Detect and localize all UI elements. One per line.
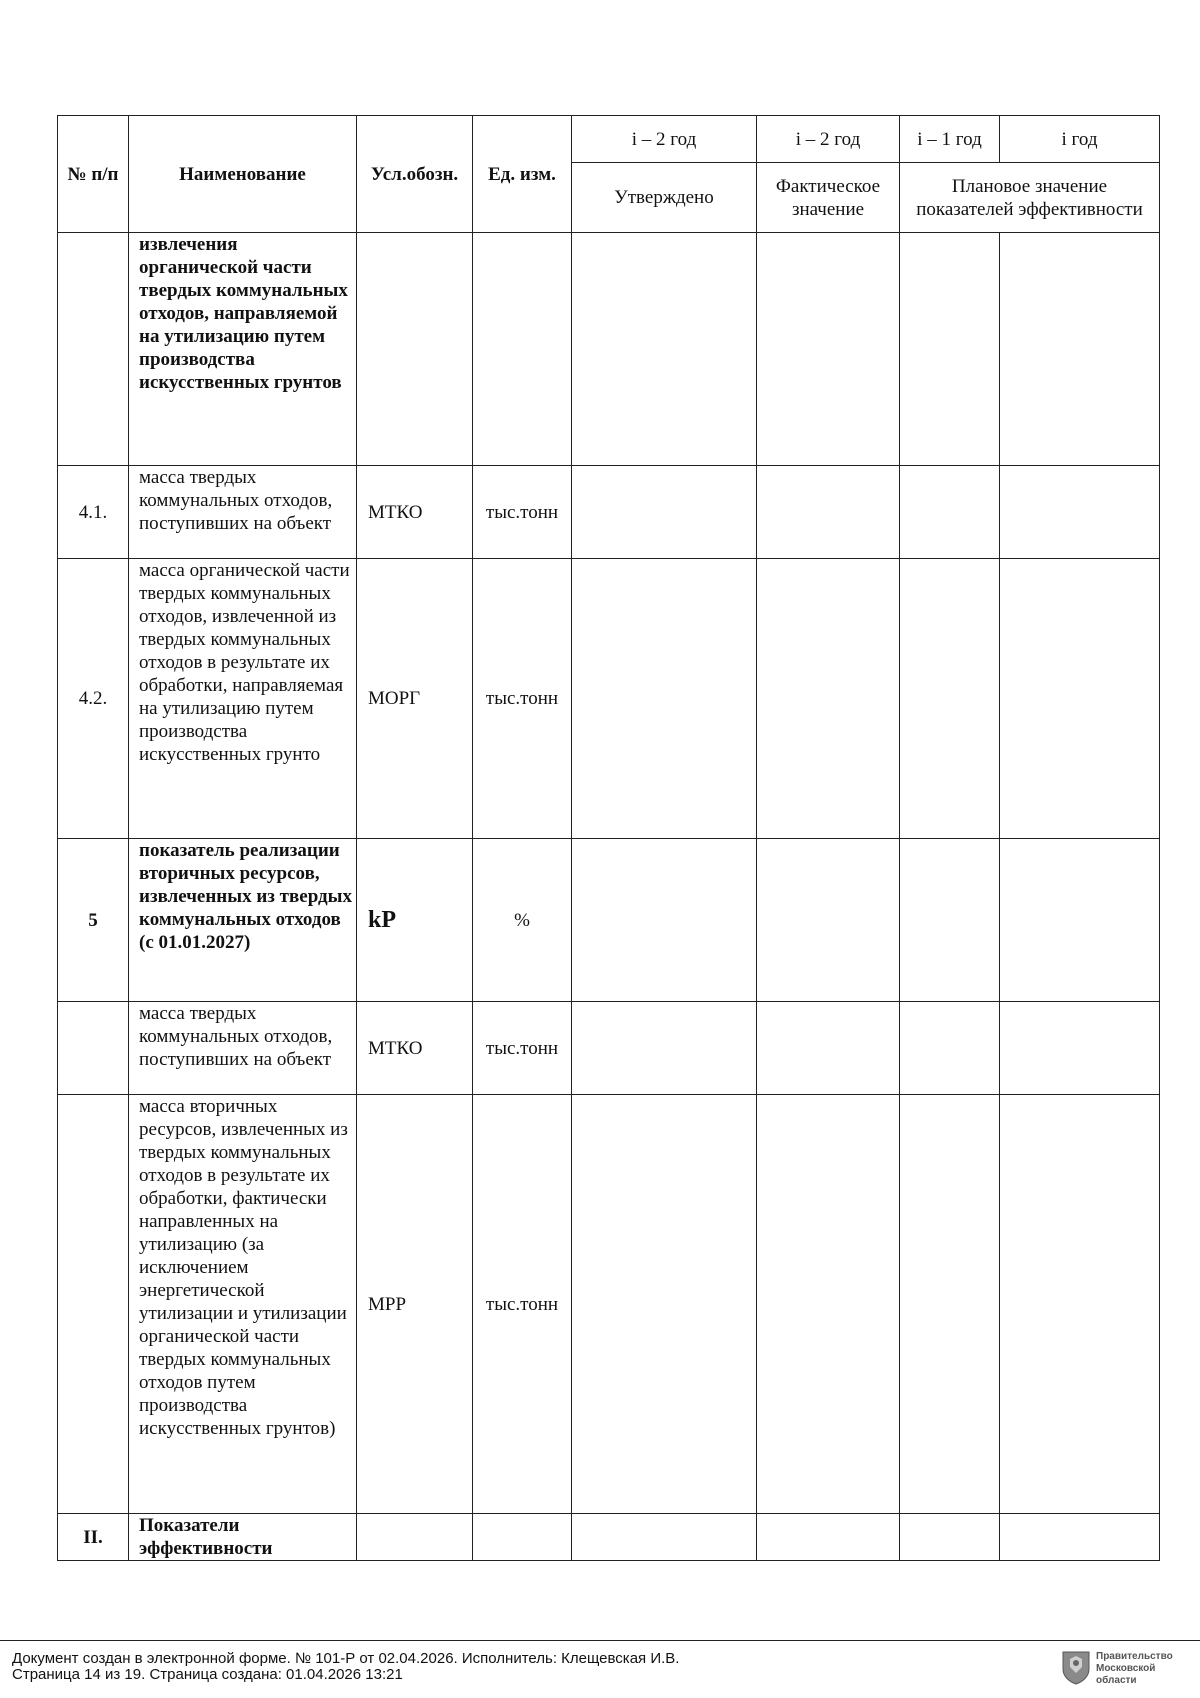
header-year-4: i год bbox=[1000, 116, 1160, 163]
row-actual-cell bbox=[757, 1002, 900, 1095]
row-unit: % bbox=[473, 839, 572, 1002]
header-year-2: i – 2 год bbox=[757, 116, 900, 163]
row-plan-2-cell bbox=[1000, 839, 1160, 1002]
row-unit bbox=[473, 1514, 572, 1561]
row-num bbox=[58, 233, 129, 466]
row-plan-1-cell bbox=[900, 233, 1000, 466]
row-plan-2-cell bbox=[1000, 1514, 1160, 1561]
row-plan-1-cell bbox=[900, 1514, 1000, 1561]
header-symbol: Усл.обозн. bbox=[357, 116, 473, 233]
row-actual-cell bbox=[757, 559, 900, 839]
row-approved-cell bbox=[572, 1514, 757, 1561]
row-approved-cell bbox=[572, 559, 757, 839]
row-plan-1-cell bbox=[900, 839, 1000, 1002]
table-row bbox=[58, 559, 1160, 839]
row-approved-cell bbox=[572, 839, 757, 1002]
row-symbol: МОРГ bbox=[357, 559, 473, 839]
row-num: 5 bbox=[58, 839, 129, 1002]
document-footer bbox=[0, 1640, 1200, 1686]
row-unit: тыс.тонн bbox=[473, 559, 572, 839]
header-approved: Утверждено bbox=[572, 163, 757, 233]
row-plan-1-cell bbox=[900, 559, 1000, 839]
row-approved-cell bbox=[572, 1095, 757, 1514]
row-plan-2-cell bbox=[1000, 466, 1160, 559]
row-approved-cell bbox=[572, 1002, 757, 1095]
row-plan-1-cell bbox=[900, 1002, 1000, 1095]
row-symbol: МТКО bbox=[357, 466, 473, 559]
footer-line-1: Документ создан в электронной форме. № 101-Р от 02.04.2026. Исполнитель: Клещевская И.В. bbox=[12, 1650, 680, 1667]
row-num: 4.1. bbox=[58, 466, 129, 559]
table-row bbox=[58, 466, 1160, 559]
row-symbol: МРР bbox=[357, 1095, 473, 1514]
government-label-line-1: Правительство bbox=[1096, 1651, 1173, 1662]
row-unit: тыс.тонн bbox=[473, 1095, 572, 1514]
row-name: масса вторичных ресурсов, извлеченных из твердых коммунальных отходов в результате их обработки, фактически направленных на утилизацию (за исключением энергетической утилизации и утилизации органической части твердых коммунальных отходов путем производства искусственных грунтов) bbox=[129, 1095, 357, 1514]
row-name: масса твердых коммунальных отходов, поступивших на объект bbox=[129, 1002, 357, 1095]
table-row bbox=[58, 839, 1160, 1002]
row-plan-1-cell bbox=[900, 1095, 1000, 1514]
row-actual-cell bbox=[757, 1514, 900, 1561]
row-approved-cell bbox=[572, 233, 757, 466]
row-num bbox=[58, 1095, 129, 1514]
row-symbol bbox=[357, 1514, 473, 1561]
footer-text bbox=[12, 1651, 679, 1683]
row-name: масса органической части твердых коммунальных отходов, извлеченной из твердых коммунальных отходов в результате их обработки, направляемая на утилизацию путем производства искусственных грунто bbox=[129, 559, 357, 839]
row-approved-cell bbox=[572, 466, 757, 559]
header-unit: Ед. изм. bbox=[473, 116, 572, 233]
row-plan-2-cell bbox=[1000, 233, 1160, 466]
row-symbol: kР bbox=[357, 839, 473, 1002]
header-year-3: i – 1 год bbox=[900, 116, 1000, 163]
footer-line-2: Страница 14 из 19. Страница создана: 01.04.2026 13:21 bbox=[12, 1666, 403, 1683]
row-num: 4.2. bbox=[58, 559, 129, 839]
row-name: масса твердых коммунальных отходов, поступивших на объект bbox=[129, 466, 357, 559]
row-unit: тыс.тонн bbox=[473, 1002, 572, 1095]
row-name: извлечения органической части твердых коммунальных отходов, направляемой на утилизацию путем производства искусственных грунтов bbox=[129, 233, 357, 466]
header-num: № п/п bbox=[58, 116, 129, 233]
table-row bbox=[58, 1095, 1160, 1514]
row-plan-2-cell bbox=[1000, 559, 1160, 839]
row-unit bbox=[473, 233, 572, 466]
row-plan-2-cell bbox=[1000, 1002, 1160, 1095]
row-name: показатель реализации вторичных ресурсов, извлеченных из твердых коммунальных отходов (с 01.01.2027) bbox=[129, 839, 357, 1002]
row-symbol: МТКО bbox=[357, 1002, 473, 1095]
row-actual-cell bbox=[757, 839, 900, 1002]
coat-of-arms-icon bbox=[1060, 1649, 1092, 1685]
government-label bbox=[1096, 1651, 1196, 1687]
row-plan-2-cell bbox=[1000, 1095, 1160, 1514]
row-num: II. bbox=[58, 1514, 129, 1561]
row-plan-1-cell bbox=[900, 466, 1000, 559]
header-year-1: i – 2 год bbox=[572, 116, 757, 163]
table-row bbox=[58, 1002, 1160, 1095]
row-name: Показатели эффективности bbox=[129, 1514, 357, 1561]
table-row bbox=[58, 233, 1160, 466]
header-name: Наименование bbox=[129, 116, 357, 233]
table-row bbox=[58, 1514, 1160, 1561]
row-actual-cell bbox=[757, 233, 900, 466]
indicators-table bbox=[57, 115, 1160, 1561]
row-actual-cell bbox=[757, 466, 900, 559]
header-actual: Фактическое значение bbox=[757, 163, 900, 233]
government-label-line-2: Московской области bbox=[1096, 1663, 1156, 1686]
row-num bbox=[58, 1002, 129, 1095]
row-unit: тыс.тонн bbox=[473, 466, 572, 559]
row-symbol bbox=[357, 233, 473, 466]
header-row-years bbox=[58, 116, 1160, 163]
header-planned: Плановое значение показателей эффективности bbox=[900, 163, 1160, 233]
row-actual-cell bbox=[757, 1095, 900, 1514]
